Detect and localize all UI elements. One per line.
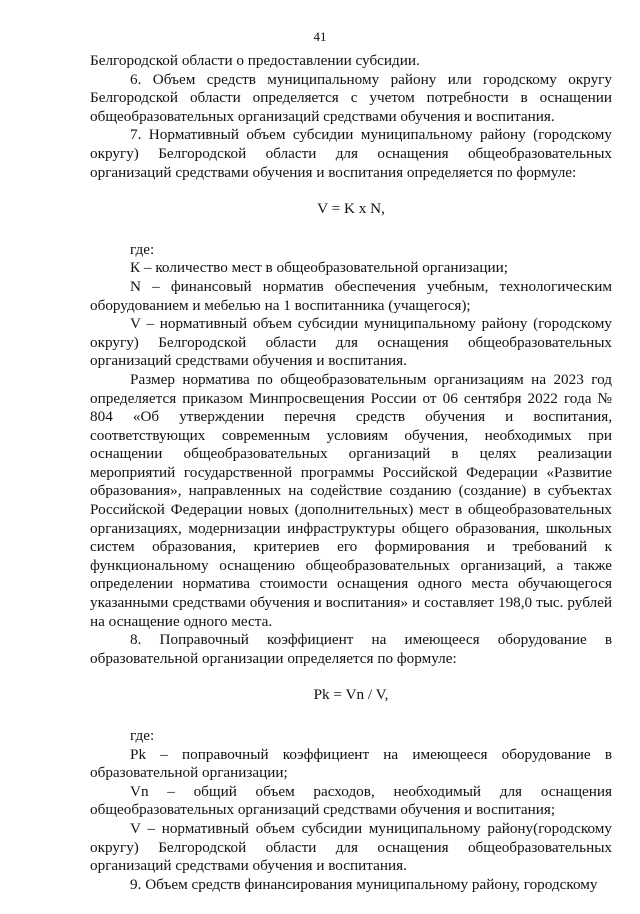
definition-vn: Vn – общий объем расходов, необходимый для оснащения общеобразовательных организаций средствами обучения и воспитания; <box>90 782 612 819</box>
formula-v: V = K x N, <box>317 200 385 218</box>
page-number: 41 <box>313 29 327 44</box>
formula-pk: Pk = Vn / V, <box>313 686 389 704</box>
paragraph-8: 8. Поправочный коэффициент на имеющееся оборудование в образовательной организации определяется по формуле: <box>90 631 612 667</box>
definition-v2: V – нормативный объем субсидии муниципальному району(городскому округу) Белгородской области для оснащения общеобразовательных организаций средствами обучения и воспитания. <box>90 819 612 875</box>
definition-v: V – нормативный объем субсидии муниципальному району (городскому округу) Белгородской области для оснащения общеобразовательных организаций средствами обучения и воспитания. <box>90 315 612 370</box>
paragraph-norm-size: Размер норматива по общеобразовательным организациям на 2023 год определяется приказом Минпросвещения России от 06 сентября 2022 года № 804 «Об утверждении перечня средств обучения и воспитания, соответствующих современным условиям обучения, необходимых при оснащении общеобразовательных организаций в целях реализации мероприятий государственной программы Российской Федерации «Развитие образования», направленных на содействие созданию (создание) в субъектах Российской Федерации новых (дополнительных) мест в общеобразовательных организациях, модернизации инфраструктуры общего образования, школьных систем образования, критериев его формирования и требований к функциональному оснащению общеобразовательных организаций, а также определении норматива стоимости оснащения одного места обучающегося указанными средствами обучения и воспитания» и составляет 198,0 тыс. рублей на оснащение одного места. <box>90 370 612 630</box>
definition-n: N – финансовый норматив обеспечения учебным, технологическим оборудованием и мебелью на 1 воспитанника (учащегося); <box>90 277 612 314</box>
where-label-2: где: <box>130 727 155 744</box>
paragraph-continuation: Белгородской области о предоставлении субсидии. <box>90 52 420 69</box>
document-body <box>90 52 612 894</box>
where-label-1: где: <box>130 240 155 258</box>
paragraph-6: 6. Объем средств муниципальному району или городскому округу Белгородской области определяется с учетом потребности в оснащении общеобразовательных организаций средствами обучения и воспитания. <box>90 70 612 125</box>
paragraph-7: 7. Нормативный объем субсидии муниципальному району (городскому округу) Белгородской области для оснащения общеобразовательных организаций средствами обучения и воспитания определяется по формуле: <box>90 126 612 181</box>
definition-k: К – количество мест в общеобразовательной организации; <box>130 259 509 277</box>
definition-pk: Pk – поправочный коэффициент на имеющееся оборудование в образовательной организации; <box>90 745 612 782</box>
paragraph-9: 9. Объем средств финансирования муниципальному району, городскому <box>130 875 598 893</box>
